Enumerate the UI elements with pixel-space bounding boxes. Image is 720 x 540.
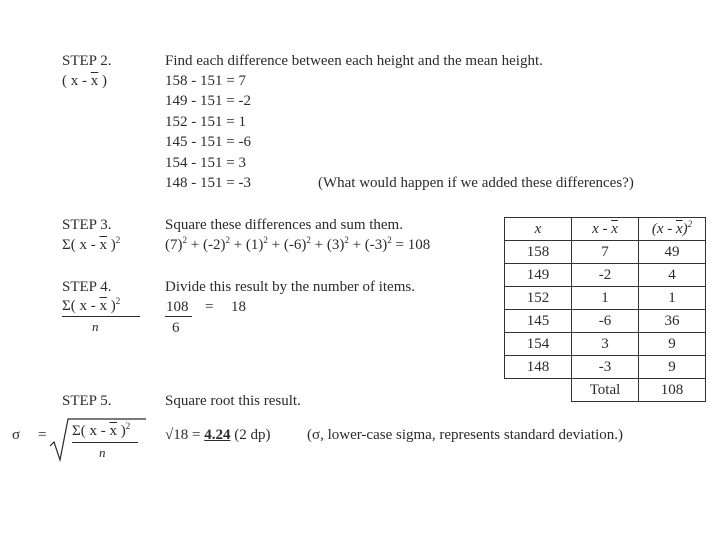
step3-label: STEP 3. <box>62 217 112 233</box>
step2-label: STEP 2. <box>62 53 112 69</box>
total-value: 108 <box>639 379 706 402</box>
cell-squared: 49 <box>639 241 706 264</box>
table-header-row <box>505 218 706 241</box>
step5-instruction: Square root this result. <box>165 393 301 409</box>
step5-formula-denominator: n <box>99 445 106 460</box>
step4-fraction-bar <box>165 316 192 317</box>
step4-equals: = <box>205 299 214 315</box>
header-difference: x - $\overline{x}$ <box>572 218 639 241</box>
step5-label: STEP 5. <box>62 393 112 409</box>
step5-formula-fraction-bar <box>72 442 138 443</box>
cell-difference: 7 <box>572 241 639 264</box>
step2-question: (What would happen if we added these differences?) <box>318 175 634 191</box>
cell-difference: -2 <box>572 264 639 287</box>
step3-calculation: $(7)^2 + (-2)^2 + (1)^2 + (-6)^2 + (3)^2 + (-3)^2 = 108$ <box>165 235 431 253</box>
step4-formula-denominator: n <box>92 319 99 334</box>
step5-equals: = <box>38 427 47 443</box>
step3-formula: Σ( x - $\overline{x}$ )$^2$ <box>62 235 121 253</box>
cell-x: 152 <box>505 287 572 310</box>
cell-squared: 9 <box>639 356 706 379</box>
table-row <box>505 310 706 333</box>
step4-numerator: 108 <box>166 299 189 315</box>
cell-squared: 4 <box>639 264 706 287</box>
cell-squared: 1 <box>639 287 706 310</box>
step2-line-2: 149 - 151 = -2 <box>165 93 251 109</box>
cell-difference: -6 <box>572 310 639 333</box>
step2-line-5: 154 - 151 = 3 <box>165 155 246 171</box>
step4-denominator: 6 <box>172 320 180 336</box>
step4-label: STEP 4. <box>62 279 112 295</box>
table-row <box>505 333 706 356</box>
step5-formula-numerator: Σ( x - $\overline{x}$ )$^2$ <box>72 421 131 439</box>
cell-x: 158 <box>505 241 572 264</box>
step5-calculation: √18 = 4.24 (2 dp) <box>165 427 271 443</box>
header-x: x <box>505 218 572 241</box>
step4-formula-fraction-bar <box>62 316 140 317</box>
table-row <box>505 356 706 379</box>
table-row <box>505 287 706 310</box>
cell-squared: 36 <box>639 310 706 333</box>
cell-x: 148 <box>505 356 572 379</box>
cell-difference: 1 <box>572 287 639 310</box>
table-row <box>505 241 706 264</box>
step4-formula-numerator: Σ( x - $\overline{x}$ )$^2$ <box>62 296 121 314</box>
cell-x: 149 <box>505 264 572 287</box>
step2-line-3: 152 - 151 = 1 <box>165 114 246 130</box>
sigma-symbol: σ <box>12 427 21 443</box>
total-label: Total <box>572 379 639 402</box>
cell-x: 145 <box>505 310 572 333</box>
cell-squared: 9 <box>639 333 706 356</box>
step2-line-4: 145 - 151 = -6 <box>165 134 251 150</box>
step2-line-6: 148 - 151 = -3 <box>165 175 251 191</box>
cell-difference: -3 <box>572 356 639 379</box>
table-total-row <box>505 379 706 402</box>
step3-instruction: Square these differences and sum them. <box>165 217 403 233</box>
table-row <box>505 264 706 287</box>
standard-deviation-result: 4.24 <box>204 427 231 443</box>
calculation-table <box>504 217 706 402</box>
cell-x: 154 <box>505 333 572 356</box>
step2-formula: ( x - $\overline{x}$ ) <box>62 73 107 89</box>
cell-difference: 3 <box>572 333 639 356</box>
step2-line-1: 158 - 151 = 7 <box>165 73 246 89</box>
header-squared-difference: $(x - \overline{x})^2$ <box>639 218 706 241</box>
step4-instruction: Divide this result by the number of items. <box>165 279 415 295</box>
empty-cell <box>505 379 572 402</box>
step4-result: 18 <box>231 299 246 315</box>
step5-note: (σ, lower-case sigma, represents standard deviation.) <box>307 427 624 443</box>
step2-instruction: Find each difference between each height and the mean height. <box>165 53 543 69</box>
